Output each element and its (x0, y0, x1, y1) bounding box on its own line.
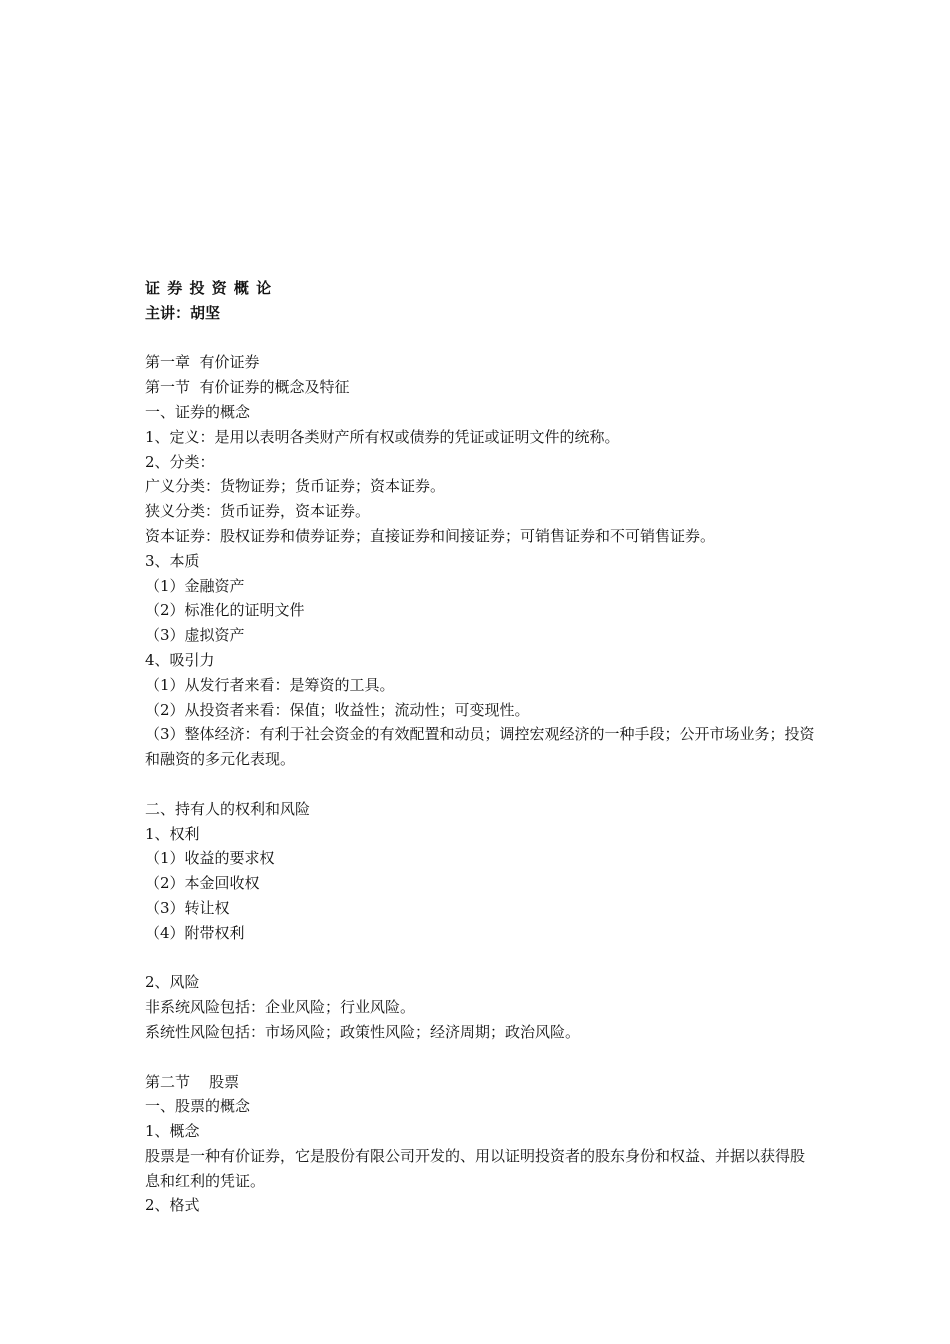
text-line: 1、概念 (145, 1122, 200, 1141)
text-line: （1）金融资产 (145, 576, 245, 595)
text-line: 1、权利 (145, 824, 200, 843)
text-line: （3）转让权 (145, 898, 230, 917)
subsection-heading: 一、股票的概念 (145, 1097, 251, 1116)
text-line: 资本证券：股权证券和债券证券；直接证券和间接证券；可销售证券和不可销售证券。 (145, 526, 716, 545)
spacer (145, 1045, 815, 1070)
text-line: 2、分类： (145, 452, 215, 471)
text-line: （4）附带权利 (145, 923, 245, 942)
text-line: （3）虚拟资产 (145, 626, 245, 645)
document-body (145, 276, 815, 1218)
text-line: 1、定义：是用以表明各类财产所有权或债券的凭证或证明文件的统称。 (145, 427, 620, 446)
text-paragraph: （3）整体经济：有利于社会资金的有效配置和动员；调控宏观经济的一种手段；公开市场业务；投资和融资的多元化表现。 (145, 725, 815, 769)
section-heading: 第二节 股票 (145, 1072, 240, 1091)
subsection-heading: 二、持有人的权利和风险 (145, 799, 311, 818)
spacer (145, 946, 815, 971)
text-line: （1）从发行者来看：是筹资的工具。 (145, 675, 395, 694)
text-line: 2、风险 (145, 973, 200, 992)
subsection-heading: 一、证券的概念 (145, 402, 251, 421)
text-line: 非系统风险包括：企业风险；行业风险。 (145, 998, 416, 1017)
text-line: （2）从投资者来看：保值；收益性；流动性；可变现性。 (145, 700, 530, 719)
text-line: （2）本金回收权 (145, 874, 260, 893)
document-title: 证 券 投 资 概 论 (145, 279, 273, 297)
lecturer-line: 主讲：胡坚 (145, 303, 221, 322)
text-line: 系统性风险包括：市场风险；政策性风险；经济周期；政治风险。 (145, 1022, 581, 1041)
text-line: 4、吸引力 (145, 650, 215, 669)
spacer (145, 772, 815, 797)
text-line: 3、本质 (145, 551, 200, 570)
text-line: 狭义分类：货币证券，资本证券。 (145, 502, 371, 521)
chapter-heading: 第一章 有价证券 (145, 353, 260, 372)
text-line: 2、格式 (145, 1196, 200, 1215)
section-heading: 第一节 有价证券的概念及特征 (145, 378, 350, 397)
text-paragraph: 股票是一种有价证券，它是股份有限公司开发的、用以证明投资者的股东身份和权益、并据以获得股息和红利的凭证。 (145, 1146, 806, 1190)
text-line: 广义分类：货物证券；货币证券；资本证券。 (145, 477, 446, 496)
text-line: （2）标准化的证明文件 (145, 601, 305, 620)
spacer (145, 326, 815, 351)
text-line: （1）收益的要求权 (145, 849, 275, 868)
